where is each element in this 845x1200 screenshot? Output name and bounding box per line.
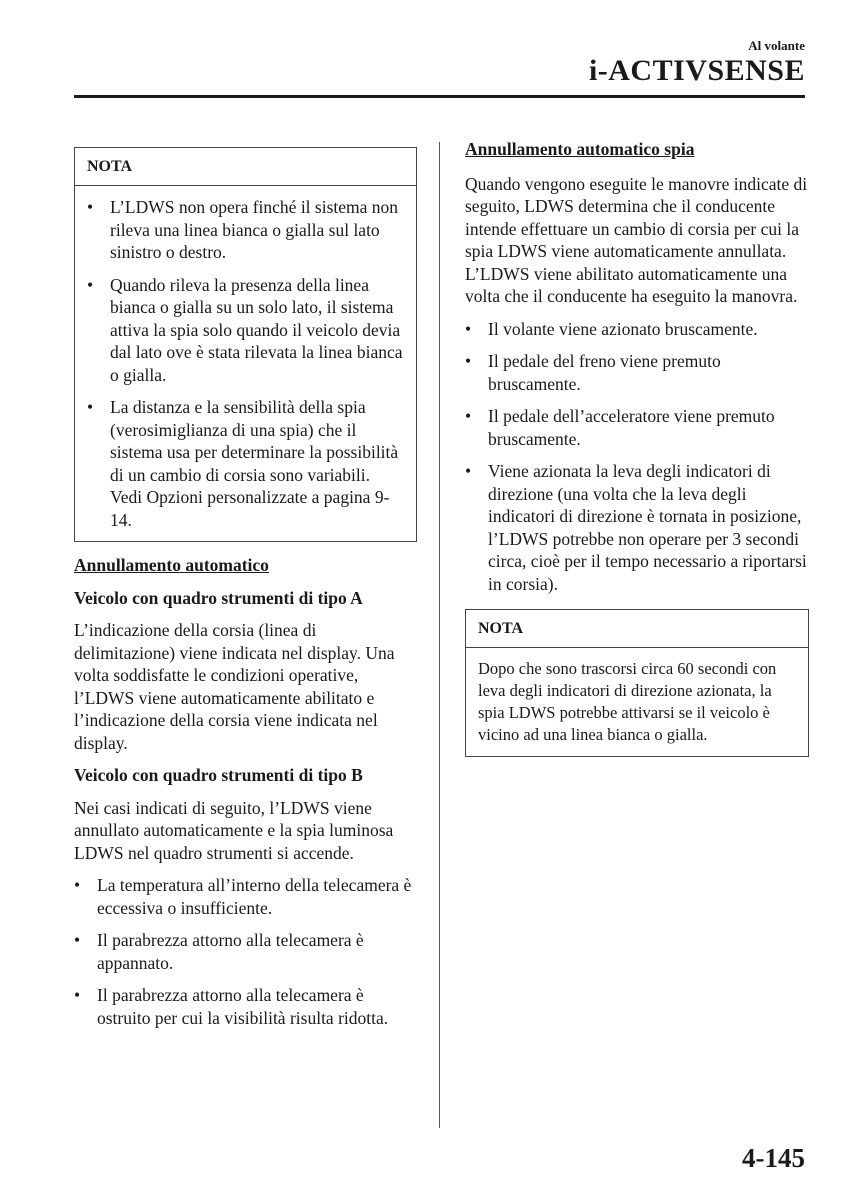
list-item-text: Il volante viene azionato bruscamente. [488,318,758,339]
section-title: Al volante [748,38,805,53]
note-list-item [87,396,404,531]
bullet-icon: • [74,985,81,1005]
note-list-item [87,196,404,264]
list-item-text: La temperatura all’interno della telecamera è eccessiva o insufficiente. [97,875,412,918]
list-item [465,318,809,341]
note-item-text: L’LDWS non opera finché il sistema non rileva una linea bianca o gialla sul lato sinistro o destro. [110,197,399,262]
bullet-icon: • [465,351,472,371]
cross-reference: Vedi Opzioni personalizzate a pagina 9-14. [110,487,390,530]
note-item-text: Quando rileva la presenza della linea bianca o gialla su un solo lato, il sistema attiva la spia solo quando il veicolo devia dal lato ove è stata rilevata la linea bianca o gialla. [110,274,403,385]
list-item-text: Il parabrezza attorno alla telecamera è appannato. [97,930,364,973]
bullet-icon: • [465,461,472,481]
maneuver-list [465,318,809,596]
page-number: 4-145 [742,1143,805,1173]
bullet-icon: • [87,274,94,295]
bullet-icon: • [74,875,81,895]
paragraph-type-b: Nei casi indicati di seguito, l’LDWS viene annullato automaticamente e la spia luminosa LDWS nel quadro strumenti si accende. [74,797,394,863]
note-box-right [465,609,809,757]
list-item [74,984,417,1029]
note-label: NOTA [466,610,808,648]
list-item-text: Il pedale del freno viene premuto bruscamente. [488,351,721,394]
heading-auto-cancel-spia: Annullamento automatico spia [465,139,695,159]
paragraph-type-a: L’indicazione della corsia (linea di delimitazione) viene indicata nel display. Una volta soddisfatte le condizioni operative, l’LDWS viene automaticamente abilitato e l’indicazione della corsia viene indicata nel display. [74,620,395,753]
list-item-text: Viene azionata la leva degli indicatori di direzione (una volta che la leva degli indicatori di direzione è tornata in posizione, l’LDWS potrebbe non operare per 3 secondi circa, cioè per il tempo necessario a riportarsi in corsia). [488,461,807,594]
list-item-text: Il pedale dell’acceleratore viene premuto bruscamente. [488,406,775,449]
paragraph-spia: Quando vengono eseguite le manovre indicate di seguito, LDWS determina che il conducente intende effettuare un cambio di corsia per cui la spia LDWS viene automaticamente annullata. L’LDWS viene abilitato automaticamente una volta che il conducente ha eseguito la manovra. [465,173,808,306]
list-item [465,405,809,450]
bullet-icon: • [465,406,472,426]
type-b-list [74,874,417,1029]
bullet-icon: • [87,397,94,417]
note-box [74,147,417,542]
note-item-text: La distanza e la sensibilità della spia (verosimiglianza di una spia) che il sistema usa per determinare la possibilità di un cambio di corsia sono variabili. [110,397,399,485]
note-label: NOTA [75,148,416,186]
list-item [465,350,809,395]
note-list [87,196,404,531]
subheading-type-b: Veicolo con quadro strumenti di tipo B [74,765,363,785]
note-text: Dopo che sono trascorsi circa 60 secondi con leva degli indicatori di direzione azionata, la spia LDWS potrebbe attivarsi se il veicolo è vicino ad una linea bianca o gialla. [478,659,777,744]
list-item [74,874,417,919]
note-list-item [87,274,404,387]
note-body [75,186,416,541]
column-divider [439,142,440,1128]
bullet-icon: • [74,930,81,950]
list-item [74,929,417,974]
header-rule [74,95,805,98]
right-column [465,138,809,757]
list-item-text: Il parabrezza attorno alla telecamera è ostruito per cui la visibilità risulta ridotta. [97,985,389,1028]
left-column [74,147,417,1029]
bullet-icon: • [87,197,94,217]
chapter-title: i-ACTIVSENSE [588,54,805,87]
list-item [465,460,809,595]
subheading-type-a: Veicolo con quadro strumenti di tipo A [74,587,363,608]
bullet-icon: • [465,318,472,339]
heading-auto-cancel: Annullamento automatico [74,555,269,575]
